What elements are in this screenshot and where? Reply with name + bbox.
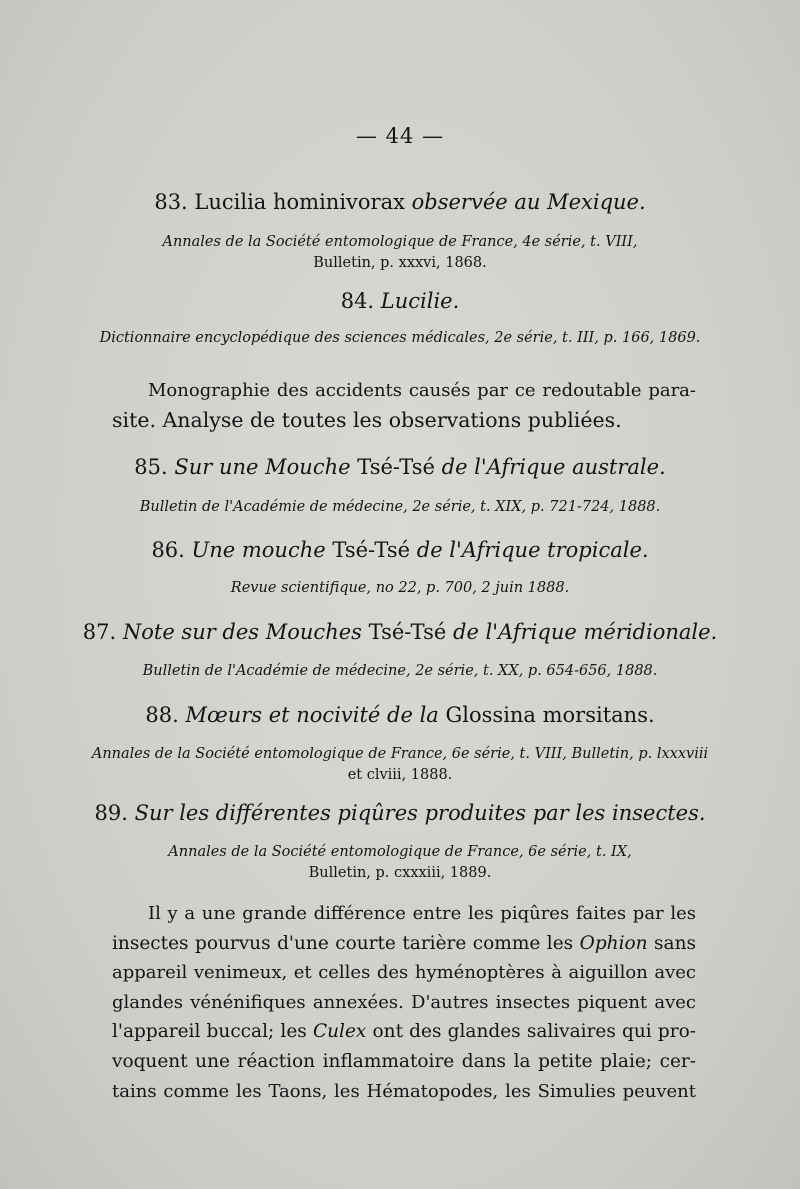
entry-87-citation: Bulletin de l'Académie de médecine, 2e série, t. XX, p. 654-656, 1888. [142, 663, 658, 679]
entry-88-citation: Annales de la Société entomologique de France, 6e série, t. VIII, Bulletin, p. lxxxviii et clviii, 1888. [91, 746, 709, 783]
entry-86-citation: Revue scientifique, no 22, p. 700, 2 juin 1888. [230, 580, 570, 596]
entry-89-body: Il y a une grande différence entre les piqûres faites par les insectes pourvus d'une courte tarière comme les Ophion sans appareil venimeux, et celles des hyménoptères à aiguillon avec glandes vénénifiques annexées. D'autres insectes piquent avec l'appareil buccal; les Culex ont des glandes salivaires qui pro- voquent une réaction inflammatoire dans la petite plaie; cer- tains comme les Taons, les Hématopodes, les Simulies peuvent [112, 903, 696, 1102]
entry-83-title: 83. Lucilia hominivorax observée au Mexique. [154, 190, 646, 214]
body-line-2: insectes pourvus d'une courte tarière comme les Ophion sans [112, 932, 696, 954]
entry-89-title: 89. Sur les différentes piqûres produites par les insectes. [94, 801, 706, 825]
entry-86-title: 86. Une mouche Tsé-Tsé de l'Afrique tropicale. [151, 538, 649, 562]
entry-83-citation: Annales de la Société entomologique de France, 4e série, t. VIII, Bulletin, p. xxxvi, 1868. [162, 234, 638, 271]
entry-85-title: 85. Sur une Mouche Tsé-Tsé de l'Afrique australe. [134, 455, 666, 479]
entry-84-citation: Dictionnaire encyclopédique des sciences médicales, 2e série, t. III, p. 166, 1869. [99, 330, 701, 346]
entry-87-title: 87. Note sur des Mouches Tsé-Tsé de l'Afrique méridionale. [82, 620, 718, 644]
body-line-5: l'appareil buccal; les Culex ont des glandes salivaires qui pro- [112, 1021, 696, 1043]
entry-88-title: 88. Mœurs et nocivité de la Glossina morsitans. [145, 703, 655, 727]
entry-84-summary: Monographie des accidents causés par ce redoutable para- site. Analyse de toutes les observations publiées. [112, 380, 696, 432]
page-number: — 44 — [355, 124, 445, 148]
entry-85-citation: Bulletin de l'Académie de médecine, 2e série, t. XIX, p. 721-724, 1888. [139, 499, 661, 515]
entry-89-citation: Annales de la Société entomologique de France, 6e série, t. IX, Bulletin, p. cxxxiii, 1889. [168, 844, 632, 881]
entry-84-title: 84. Lucilie. [340, 289, 460, 313]
